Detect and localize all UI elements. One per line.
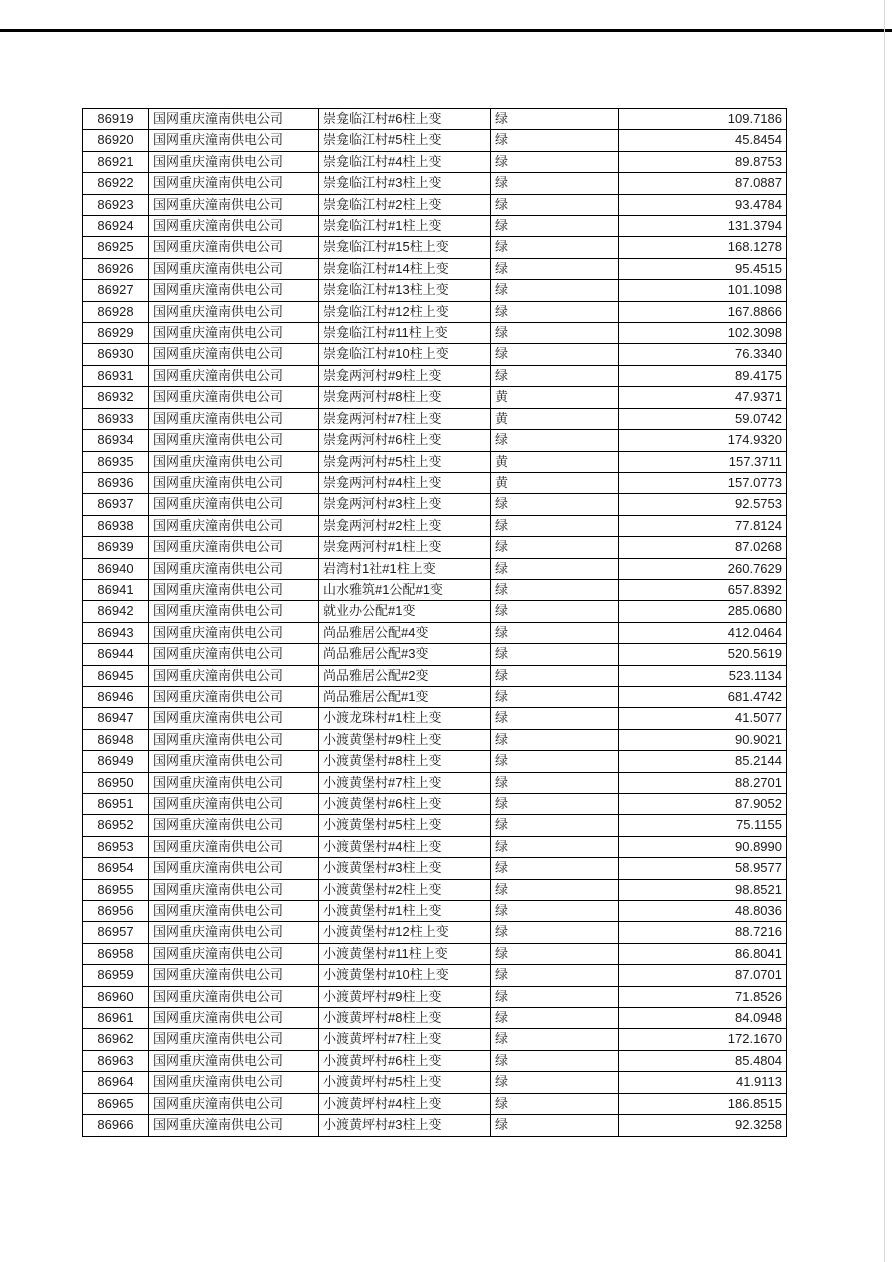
cell-status: 绿	[491, 109, 619, 130]
cell-station: 小渡黄堡村#7柱上变	[319, 772, 491, 793]
cell-company: 国网重庆潼南供电公司	[149, 537, 319, 558]
cell-station: 崇龛临江村#3柱上变	[319, 173, 491, 194]
table-row	[83, 472, 787, 493]
cell-value: 109.7186	[619, 109, 787, 130]
cell-value: 98.8521	[619, 879, 787, 900]
cell-status: 绿	[491, 1029, 619, 1050]
cell-status: 绿	[491, 537, 619, 558]
cell-station: 崇龛临江村#11柱上变	[319, 323, 491, 344]
cell-value: 89.8753	[619, 151, 787, 172]
cell-id: 86946	[83, 686, 149, 707]
cell-id: 86965	[83, 1093, 149, 1114]
cell-value: 93.4784	[619, 194, 787, 215]
cell-station: 崇龛两河村#6柱上变	[319, 430, 491, 451]
cell-value: 71.8526	[619, 986, 787, 1007]
cell-company: 国网重庆潼南供电公司	[149, 1029, 319, 1050]
cell-company: 国网重庆潼南供电公司	[149, 665, 319, 686]
cell-station: 崇龛两河村#8柱上变	[319, 387, 491, 408]
cell-company: 国网重庆潼南供电公司	[149, 986, 319, 1007]
cell-status: 绿	[491, 794, 619, 815]
cell-station: 岩湾村1社#1柱上变	[319, 558, 491, 579]
cell-value: 657.8392	[619, 579, 787, 600]
cell-company: 国网重庆潼南供电公司	[149, 280, 319, 301]
cell-station: 就业办公配#1变	[319, 601, 491, 622]
cell-value: 58.9577	[619, 858, 787, 879]
table-row	[83, 194, 787, 215]
cell-id: 86934	[83, 430, 149, 451]
cell-station: 崇龛临江村#13柱上变	[319, 280, 491, 301]
cell-station: 小渡黄堡村#12柱上变	[319, 922, 491, 943]
cell-company: 国网重庆潼南供电公司	[149, 644, 319, 665]
cell-company: 国网重庆潼南供电公司	[149, 1008, 319, 1029]
table-row	[83, 772, 787, 793]
cell-id: 86922	[83, 173, 149, 194]
cell-value: 157.3711	[619, 451, 787, 472]
cell-id: 86933	[83, 408, 149, 429]
table-row	[83, 794, 787, 815]
cell-value: 75.1155	[619, 815, 787, 836]
cell-company: 国网重庆潼南供电公司	[149, 815, 319, 836]
table-row	[83, 237, 787, 258]
table-body	[83, 109, 787, 1137]
cell-status: 绿	[491, 708, 619, 729]
cell-id: 86930	[83, 344, 149, 365]
cell-company: 国网重庆潼南供电公司	[149, 708, 319, 729]
table-row	[83, 451, 787, 472]
cell-value: 131.3794	[619, 216, 787, 237]
table-row	[83, 430, 787, 451]
cell-status: 绿	[491, 258, 619, 279]
cell-id: 86947	[83, 708, 149, 729]
cell-status: 绿	[491, 323, 619, 344]
table-row	[83, 986, 787, 1007]
cell-value: 76.3340	[619, 344, 787, 365]
cell-id: 86953	[83, 836, 149, 857]
cell-station: 崇龛临江村#10柱上变	[319, 344, 491, 365]
table-row	[83, 151, 787, 172]
cell-station: 崇龛两河村#2柱上变	[319, 515, 491, 536]
cell-station: 崇龛两河村#1柱上变	[319, 537, 491, 558]
cell-value: 41.9113	[619, 1072, 787, 1093]
cell-company: 国网重庆潼南供电公司	[149, 1093, 319, 1114]
cell-company: 国网重庆潼南供电公司	[149, 494, 319, 515]
cell-id: 86964	[83, 1072, 149, 1093]
table-row	[83, 943, 787, 964]
cell-company: 国网重庆潼南供电公司	[149, 1050, 319, 1071]
table-row	[83, 922, 787, 943]
cell-status: 绿	[491, 901, 619, 922]
table-row	[83, 408, 787, 429]
cell-station: 尚品雅居公配#3变	[319, 644, 491, 665]
cell-status: 绿	[491, 130, 619, 151]
table-row	[83, 387, 787, 408]
cell-station: 小渡黄坪村#5柱上变	[319, 1072, 491, 1093]
cell-id: 86961	[83, 1008, 149, 1029]
table-row	[83, 751, 787, 772]
cell-value: 174.9320	[619, 430, 787, 451]
cell-id: 86932	[83, 387, 149, 408]
cell-company: 国网重庆潼南供电公司	[149, 387, 319, 408]
cell-station: 山水雅筑#1公配#1变	[319, 579, 491, 600]
cell-status: 绿	[491, 216, 619, 237]
table-row	[83, 494, 787, 515]
page-break-rule	[0, 29, 892, 32]
cell-station: 崇龛临江村#2柱上变	[319, 194, 491, 215]
cell-status: 绿	[491, 344, 619, 365]
cell-value: 87.0887	[619, 173, 787, 194]
cell-company: 国网重庆潼南供电公司	[149, 943, 319, 964]
cell-id: 86931	[83, 365, 149, 386]
cell-id: 86954	[83, 858, 149, 879]
cell-station: 小渡黄坪村#7柱上变	[319, 1029, 491, 1050]
cell-status: 黄	[491, 387, 619, 408]
table-row	[83, 173, 787, 194]
cell-id: 86962	[83, 1029, 149, 1050]
cell-company: 国网重庆潼南供电公司	[149, 472, 319, 493]
cell-company: 国网重庆潼南供电公司	[149, 751, 319, 772]
cell-status: 绿	[491, 194, 619, 215]
cell-status: 绿	[491, 173, 619, 194]
cell-value: 260.7629	[619, 558, 787, 579]
table-row	[83, 644, 787, 665]
table-row	[83, 901, 787, 922]
cell-company: 国网重庆潼南供电公司	[149, 109, 319, 130]
cell-value: 90.8990	[619, 836, 787, 857]
cell-company: 国网重庆潼南供电公司	[149, 173, 319, 194]
cell-status: 绿	[491, 815, 619, 836]
page-right-edge	[884, 0, 885, 1262]
table-row	[83, 1093, 787, 1114]
cell-status: 绿	[491, 1072, 619, 1093]
cell-company: 国网重庆潼南供电公司	[149, 1115, 319, 1136]
cell-company: 国网重庆潼南供电公司	[149, 922, 319, 943]
table-row	[83, 280, 787, 301]
cell-id: 86951	[83, 794, 149, 815]
cell-station: 小渡龙珠村#1柱上变	[319, 708, 491, 729]
cell-company: 国网重庆潼南供电公司	[149, 558, 319, 579]
cell-station: 崇龛临江村#5柱上变	[319, 130, 491, 151]
table-row	[83, 109, 787, 130]
table-row	[83, 323, 787, 344]
cell-station: 小渡黄堡村#4柱上变	[319, 836, 491, 857]
cell-value: 89.4175	[619, 365, 787, 386]
cell-id: 86958	[83, 943, 149, 964]
power-station-data-table	[82, 108, 787, 1137]
cell-status: 绿	[491, 965, 619, 986]
cell-id: 86957	[83, 922, 149, 943]
cell-status: 绿	[491, 879, 619, 900]
cell-id: 86942	[83, 601, 149, 622]
cell-status: 绿	[491, 644, 619, 665]
cell-value: 88.7216	[619, 922, 787, 943]
table-row	[83, 622, 787, 643]
cell-station: 崇龛两河村#4柱上变	[319, 472, 491, 493]
table-row	[83, 836, 787, 857]
cell-company: 国网重庆潼南供电公司	[149, 836, 319, 857]
cell-value: 87.0701	[619, 965, 787, 986]
cell-station: 尚品雅居公配#1变	[319, 686, 491, 707]
table-row	[83, 216, 787, 237]
cell-status: 绿	[491, 515, 619, 536]
cell-status: 绿	[491, 601, 619, 622]
cell-company: 国网重庆潼南供电公司	[149, 194, 319, 215]
table-row	[83, 258, 787, 279]
cell-station: 小渡黄堡村#8柱上变	[319, 751, 491, 772]
table-row	[83, 965, 787, 986]
cell-value: 45.8454	[619, 130, 787, 151]
cell-id: 86929	[83, 323, 149, 344]
cell-id: 86937	[83, 494, 149, 515]
cell-status: 绿	[491, 1008, 619, 1029]
cell-id: 86960	[83, 986, 149, 1007]
cell-station: 崇龛两河村#7柱上变	[319, 408, 491, 429]
cell-id: 86935	[83, 451, 149, 472]
cell-station: 崇龛临江村#12柱上变	[319, 301, 491, 322]
cell-company: 国网重庆潼南供电公司	[149, 130, 319, 151]
cell-id: 86925	[83, 237, 149, 258]
cell-station: 小渡黄堡村#2柱上变	[319, 879, 491, 900]
cell-id: 86926	[83, 258, 149, 279]
cell-status: 绿	[491, 430, 619, 451]
table-row	[83, 515, 787, 536]
table-row	[83, 815, 787, 836]
cell-value: 186.8515	[619, 1093, 787, 1114]
cell-value: 101.1098	[619, 280, 787, 301]
cell-station: 崇龛临江村#15柱上变	[319, 237, 491, 258]
cell-value: 85.4804	[619, 1050, 787, 1071]
cell-id: 86927	[83, 280, 149, 301]
table-row	[83, 708, 787, 729]
cell-id: 86966	[83, 1115, 149, 1136]
table-row	[83, 879, 787, 900]
cell-station: 小渡黄堡村#5柱上变	[319, 815, 491, 836]
cell-station: 尚品雅居公配#2变	[319, 665, 491, 686]
cell-station: 小渡黄堡村#9柱上变	[319, 729, 491, 750]
cell-id: 86950	[83, 772, 149, 793]
cell-station: 崇龛两河村#5柱上变	[319, 451, 491, 472]
cell-status: 绿	[491, 280, 619, 301]
cell-company: 国网重庆潼南供电公司	[149, 301, 319, 322]
cell-station: 崇龛临江村#6柱上变	[319, 109, 491, 130]
cell-company: 国网重庆潼南供电公司	[149, 216, 319, 237]
table-row	[83, 1008, 787, 1029]
cell-id: 86956	[83, 901, 149, 922]
cell-company: 国网重庆潼南供电公司	[149, 451, 319, 472]
cell-status: 绿	[491, 665, 619, 686]
cell-status: 绿	[491, 858, 619, 879]
cell-company: 国网重庆潼南供电公司	[149, 1072, 319, 1093]
cell-value: 59.0742	[619, 408, 787, 429]
cell-id: 86936	[83, 472, 149, 493]
cell-id: 86952	[83, 815, 149, 836]
cell-id: 86919	[83, 109, 149, 130]
cell-value: 41.5077	[619, 708, 787, 729]
cell-status: 绿	[491, 772, 619, 793]
cell-station: 崇龛两河村#9柱上变	[319, 365, 491, 386]
cell-company: 国网重庆潼南供电公司	[149, 344, 319, 365]
cell-id: 86924	[83, 216, 149, 237]
cell-status: 绿	[491, 943, 619, 964]
cell-value: 87.0268	[619, 537, 787, 558]
cell-value: 167.8866	[619, 301, 787, 322]
cell-id: 86928	[83, 301, 149, 322]
table-row	[83, 729, 787, 750]
cell-value: 92.3258	[619, 1115, 787, 1136]
cell-status: 绿	[491, 301, 619, 322]
table-row	[83, 1050, 787, 1071]
cell-company: 国网重庆潼南供电公司	[149, 365, 319, 386]
cell-status: 绿	[491, 494, 619, 515]
cell-id: 86959	[83, 965, 149, 986]
table-row	[83, 537, 787, 558]
cell-id: 86920	[83, 130, 149, 151]
cell-company: 国网重庆潼南供电公司	[149, 515, 319, 536]
cell-company: 国网重庆潼南供电公司	[149, 686, 319, 707]
cell-station: 小渡黄坪村#8柱上变	[319, 1008, 491, 1029]
cell-status: 绿	[491, 558, 619, 579]
cell-status: 绿	[491, 1115, 619, 1136]
cell-company: 国网重庆潼南供电公司	[149, 729, 319, 750]
cell-id: 86921	[83, 151, 149, 172]
cell-company: 国网重庆潼南供电公司	[149, 858, 319, 879]
table-row	[83, 601, 787, 622]
table-row	[83, 665, 787, 686]
cell-status: 绿	[491, 579, 619, 600]
cell-station: 小渡黄坪村#6柱上变	[319, 1050, 491, 1071]
cell-id: 86949	[83, 751, 149, 772]
cell-station: 崇龛临江村#1柱上变	[319, 216, 491, 237]
cell-status: 黄	[491, 408, 619, 429]
cell-value: 168.1278	[619, 237, 787, 258]
cell-id: 86944	[83, 644, 149, 665]
cell-company: 国网重庆潼南供电公司	[149, 258, 319, 279]
table-row	[83, 1029, 787, 1050]
cell-station: 小渡黄坪村#9柱上变	[319, 986, 491, 1007]
cell-id: 86963	[83, 1050, 149, 1071]
cell-status: 黄	[491, 451, 619, 472]
table-row	[83, 301, 787, 322]
cell-company: 国网重庆潼南供电公司	[149, 794, 319, 815]
cell-id: 86939	[83, 537, 149, 558]
cell-status: 绿	[491, 922, 619, 943]
cell-value: 520.5619	[619, 644, 787, 665]
table-row	[83, 686, 787, 707]
cell-value: 523.1134	[619, 665, 787, 686]
table-row	[83, 1072, 787, 1093]
cell-status: 绿	[491, 151, 619, 172]
cell-status: 绿	[491, 237, 619, 258]
cell-id: 86945	[83, 665, 149, 686]
cell-station: 崇龛临江村#14柱上变	[319, 258, 491, 279]
cell-value: 85.2144	[619, 751, 787, 772]
cell-status: 绿	[491, 365, 619, 386]
cell-company: 国网重庆潼南供电公司	[149, 237, 319, 258]
table-row	[83, 365, 787, 386]
cell-value: 84.0948	[619, 1008, 787, 1029]
cell-id: 86940	[83, 558, 149, 579]
cell-value: 87.9052	[619, 794, 787, 815]
table-row	[83, 344, 787, 365]
cell-value: 412.0464	[619, 622, 787, 643]
cell-id: 86943	[83, 622, 149, 643]
cell-id: 86948	[83, 729, 149, 750]
table-row	[83, 558, 787, 579]
cell-value: 102.3098	[619, 323, 787, 344]
cell-value: 92.5753	[619, 494, 787, 515]
cell-company: 国网重庆潼南供电公司	[149, 772, 319, 793]
cell-value: 86.8041	[619, 943, 787, 964]
cell-value: 47.9371	[619, 387, 787, 408]
cell-status: 绿	[491, 686, 619, 707]
cell-status: 绿	[491, 1093, 619, 1114]
cell-company: 国网重庆潼南供电公司	[149, 965, 319, 986]
cell-station: 小渡黄堡村#11柱上变	[319, 943, 491, 964]
cell-company: 国网重庆潼南供电公司	[149, 323, 319, 344]
cell-status: 绿	[491, 1050, 619, 1071]
cell-status: 绿	[491, 986, 619, 1007]
cell-id: 86955	[83, 879, 149, 900]
cell-company: 国网重庆潼南供电公司	[149, 879, 319, 900]
table-row	[83, 1115, 787, 1136]
cell-company: 国网重庆潼南供电公司	[149, 430, 319, 451]
cell-value: 90.9021	[619, 729, 787, 750]
cell-station: 小渡黄堡村#10柱上变	[319, 965, 491, 986]
cell-company: 国网重庆潼南供电公司	[149, 622, 319, 643]
cell-value: 77.8124	[619, 515, 787, 536]
cell-station: 小渡黄坪村#4柱上变	[319, 1093, 491, 1114]
cell-value: 157.0773	[619, 472, 787, 493]
cell-station: 小渡黄坪村#3柱上变	[319, 1115, 491, 1136]
cell-id: 86941	[83, 579, 149, 600]
cell-station: 崇龛临江村#4柱上变	[319, 151, 491, 172]
cell-value: 95.4515	[619, 258, 787, 279]
cell-station: 崇龛两河村#3柱上变	[319, 494, 491, 515]
cell-id: 86938	[83, 515, 149, 536]
cell-value: 48.8036	[619, 901, 787, 922]
cell-company: 国网重庆潼南供电公司	[149, 601, 319, 622]
cell-company: 国网重庆潼南供电公司	[149, 151, 319, 172]
cell-company: 国网重庆潼南供电公司	[149, 901, 319, 922]
cell-status: 绿	[491, 836, 619, 857]
cell-station: 尚品雅居公配#4变	[319, 622, 491, 643]
cell-company: 国网重庆潼南供电公司	[149, 408, 319, 429]
cell-station: 小渡黄堡村#3柱上变	[319, 858, 491, 879]
cell-station: 小渡黄堡村#6柱上变	[319, 794, 491, 815]
table-row	[83, 858, 787, 879]
cell-value: 88.2701	[619, 772, 787, 793]
cell-value: 172.1670	[619, 1029, 787, 1050]
table-row	[83, 130, 787, 151]
cell-status: 绿	[491, 729, 619, 750]
cell-status: 绿	[491, 622, 619, 643]
table-row	[83, 579, 787, 600]
cell-status: 绿	[491, 751, 619, 772]
cell-value: 285.0680	[619, 601, 787, 622]
cell-station: 小渡黄堡村#1柱上变	[319, 901, 491, 922]
cell-status: 黄	[491, 472, 619, 493]
cell-id: 86923	[83, 194, 149, 215]
cell-company: 国网重庆潼南供电公司	[149, 579, 319, 600]
cell-value: 681.4742	[619, 686, 787, 707]
